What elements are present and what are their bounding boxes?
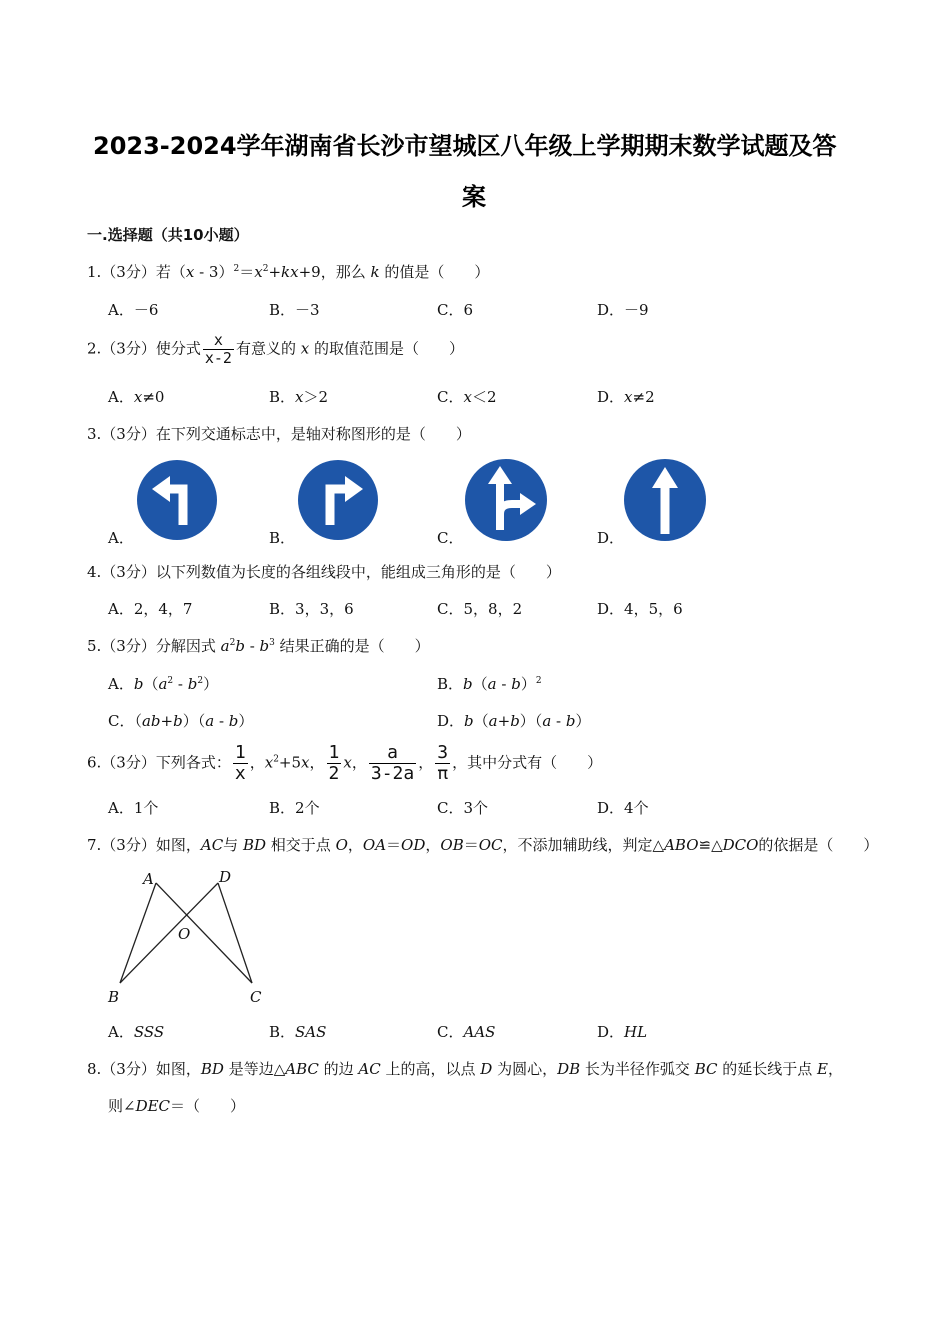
q2-option-b: B．x＞2 [269,388,329,406]
q6-option-b: B．2个 [269,799,320,817]
q5-option-b: B．b（a - b）$^2$ [437,675,542,693]
q7-option-c: C．AAS [437,1023,496,1041]
page-title-line-1: 2023-2024学年湖南省长沙市望城区八年级上学期期末数学试题及答 [93,132,837,160]
q4-option-a: A．2，4，7 [108,600,193,618]
fraction-1-over-x: $\frac{1}{x}$ [234,742,246,784]
q2-option-c: C．x＜2 [437,388,497,406]
point-label-b: B [108,988,120,1006]
q4-option-b: B．3，3，6 [269,600,354,618]
fraction-1-over-2: $\frac{1}{2}$ [328,742,340,784]
q7-option-b: B．SAS [269,1023,327,1041]
question-6: 6.（3分）下列各式： $\frac{1}{x}$ ，$x^2+5x$， $\frac{1}{2}$ x， $\frac{a}{3-2a}$ ， $\frac{3}{\pi}$ ，其中分式有（ ） [87,742,603,784]
question-4: 4.（3分）以下列数值为长度的各组线段中，能组成三角形的是（ ） [87,563,561,581]
q1-option-c: C．6 [437,301,474,319]
q3-option-c: C． [437,529,464,547]
q2-option-a: A．x≠0 [108,388,165,406]
straight-ahead-sign-icon [623,458,707,542]
turn-left-sign-icon [136,459,218,541]
q3-option-b: B． [269,529,296,547]
q6-option-c: C．3个 [437,799,489,817]
turn-right-sign-icon [297,459,379,541]
question-5: 5.（3分）分解因式 $a^2b - b^3$ 结果正确的是（ ） [87,637,430,655]
q1-option-b: B．－3 [269,301,320,319]
fraction-a-over-3-minus-2a: $\frac{a}{3-2a}$ [370,742,415,784]
point-label-a: A [143,870,154,888]
point-label-d: D [219,868,232,886]
q6-option-d: D．4个 [597,799,649,817]
q7-option-d: D．HL [597,1023,648,1041]
q1-option-d: D．－9 [597,301,649,319]
q3-option-d: D． [597,529,625,547]
point-label-o: O [178,925,191,943]
point-label-c: C [250,988,262,1006]
q5-option-a: A．$b(a^2 - b^2)$ [108,675,219,693]
question-8-line-2: 则∠DEC＝（ ） [108,1097,246,1115]
q1-option-a: A．－6 [108,301,159,319]
section-heading: 一.选择题（共10小题） [87,226,249,244]
q4-option-d: D．4，5，6 [597,600,683,618]
fraction-x-over-x-minus-2: $\frac{x}{x-2}$ [204,331,232,367]
straight-or-right-sign-icon [464,458,548,542]
question-3: 3.（3分）在下列交通标志中，是轴对称图形的是（ ） [87,425,471,443]
question-2: 2.（3分）使分式 $\frac{x}{x-2}$ 有意义的 x 的取值范围是（ ） [87,331,464,367]
q2-option-d: D．x≠2 [597,388,655,406]
q7-option-a: A．SSS [108,1023,165,1041]
fraction-3-over-pi: $\frac{3}{\pi}$ [437,742,449,784]
question-8: 8.（3分）如图，BD 是等边△ABC 的边 AC 上的高，以点 D 为圆心，DB 长为半径作弧交 BC 的延长线于点 E， [87,1060,843,1078]
question-1: 1.（3分）若$(x - 3)^2=x^2+kx+9$，那么 k 的值是（ ） [87,263,490,281]
question-7: 7.（3分）如图，AC与 BD 相交于点 O，OA＝OD，OB＝OC，不添加辅助线，判定△ABO≌△DCO的依据是（ ） [87,836,879,854]
q5-option-d: D．b（a+b）（a - b） [437,712,591,730]
page-title-line-2: 案 [462,183,486,211]
q6-option-a: A．1个 [108,799,159,817]
q3-option-a: A． [108,529,134,547]
q4-option-c: C．5，8，2 [437,600,523,618]
q5-option-c: C．（ab+b）（a - b） [108,712,254,730]
